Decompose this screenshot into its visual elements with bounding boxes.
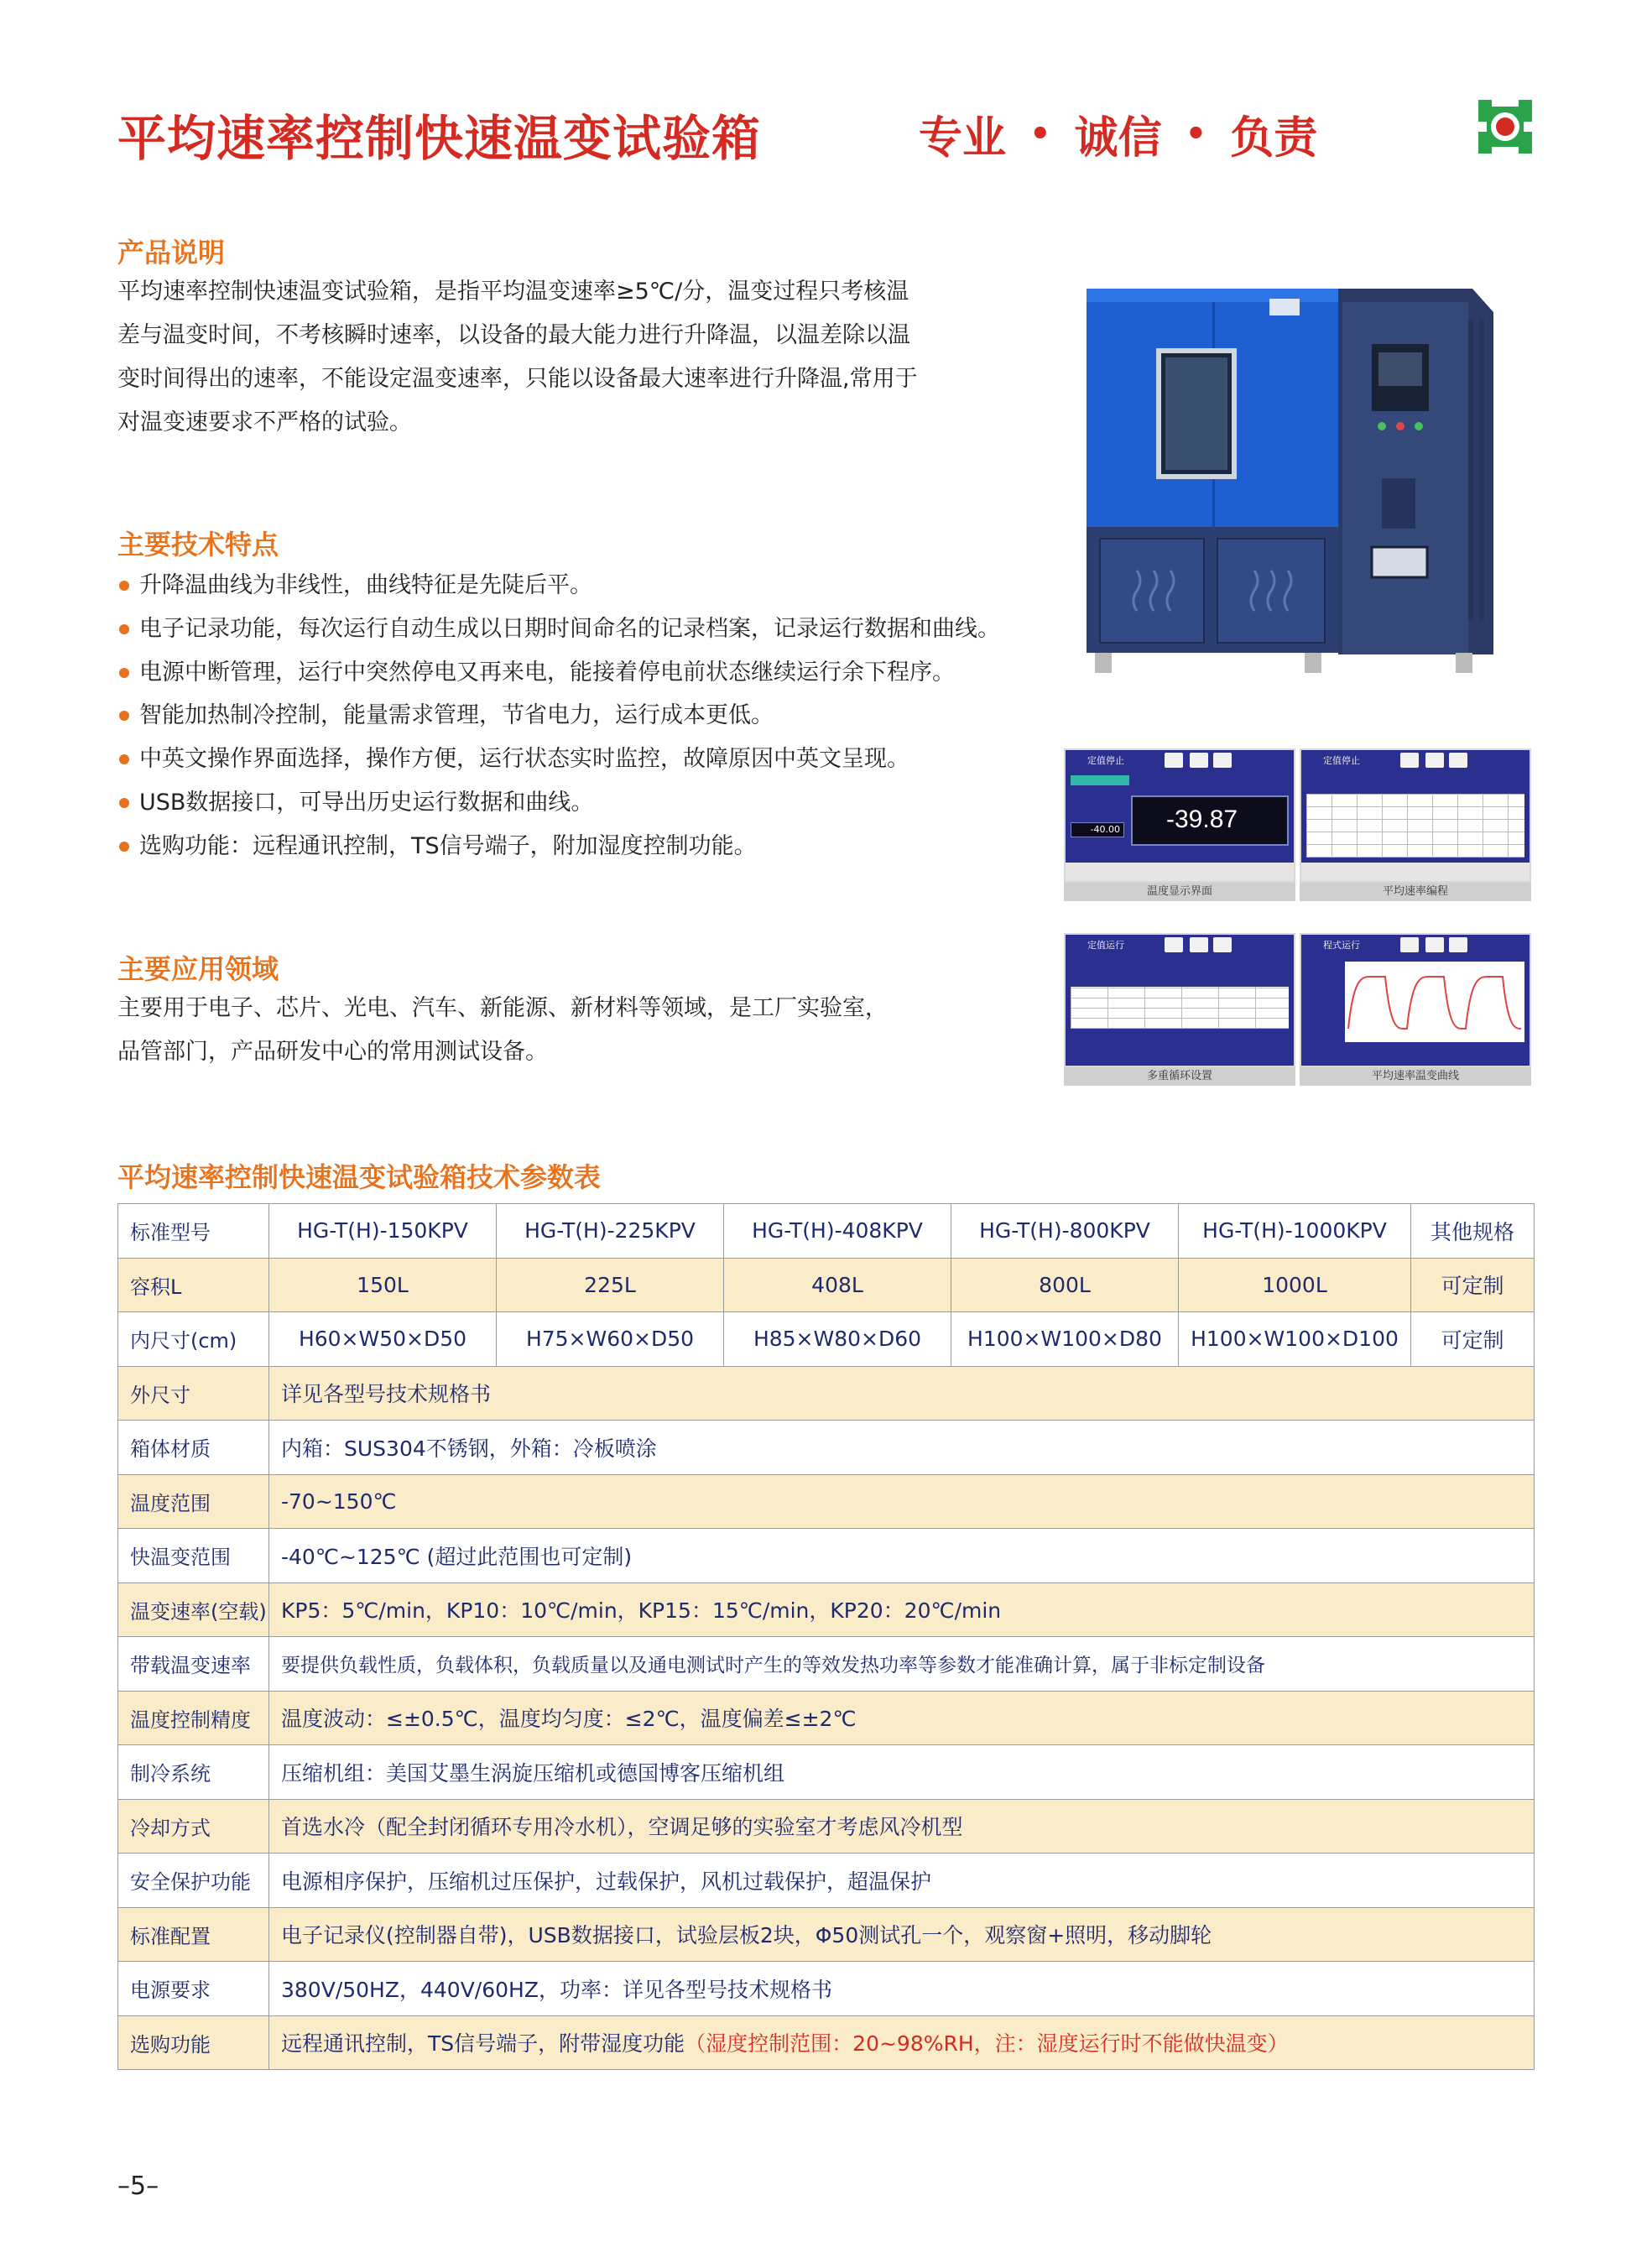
table-cell: -40℃~125℃ (超过此范围也可定制) xyxy=(269,1529,1535,1583)
intro-heading: 产品说明 xyxy=(117,237,226,269)
table-cell: 要提供负载性质，负载体积，负载质量以及通电测试时产生的等效发热功率等参数才能准确计算，属于非标定制设备 xyxy=(269,1637,1535,1692)
fan-icon xyxy=(1449,753,1467,768)
temperature-readout xyxy=(1131,795,1289,846)
row-label: 冷却方式 xyxy=(118,1799,269,1854)
row-label: 安全保护功能 xyxy=(118,1854,269,1908)
program-table xyxy=(1306,794,1524,858)
humidity-note: （湿度控制范围：20~98%RH，注：湿度运行时不能做快温变） xyxy=(685,2031,1289,2057)
table-row xyxy=(118,1204,1535,1259)
table-row xyxy=(118,1474,1535,1529)
row-label: 外尺寸 xyxy=(118,1366,269,1421)
applications-heading: 主要应用领域 xyxy=(117,953,279,985)
table-cell: 详见各型号技术规格书 xyxy=(269,1366,1535,1421)
table-cell: -70~150℃ xyxy=(269,1474,1535,1529)
table-cell: KP5：5℃/min，KP10：10℃/min，KP15：15℃/min，KP20：20℃/min xyxy=(269,1582,1535,1637)
screen-cycle-settings xyxy=(1064,933,1295,1086)
table-cell: 1000L xyxy=(1179,1258,1411,1312)
row-label: 快温变范围 xyxy=(118,1529,269,1583)
slogan-word: 专业 xyxy=(919,112,1007,164)
screen-rate-curve xyxy=(1300,933,1531,1086)
row-label: 温度控制精度 xyxy=(118,1691,269,1745)
features-heading: 主要技术特点 xyxy=(117,529,279,560)
table-cell: 首选水冷（配全封闭循环专用冷水机），空调足够的实验室才考虑风冷机型 xyxy=(269,1799,1535,1854)
table-cell: 电子记录仪(控制器自带)，USB数据接口，试验层板2块，Φ50测试孔一个，观察窗+照明，移动脚轮 xyxy=(269,1907,1535,1962)
table-cell: 可定制 xyxy=(1411,1258,1535,1312)
screen-caption: 温度显示界面 xyxy=(1064,883,1295,901)
row-label: 温变速率(空载) xyxy=(118,1582,269,1637)
fan-icon xyxy=(1213,937,1232,952)
intro-text xyxy=(117,270,918,445)
list-item: USB数据接口，可导出历史运行数据和曲线。 xyxy=(117,781,1000,825)
alarm-icon xyxy=(1165,937,1183,952)
table-row xyxy=(118,1421,1535,1475)
intro-line: 对温变速要求不严格的试验。 xyxy=(117,409,412,435)
row-label: 电源要求 xyxy=(118,1962,269,2016)
intro-line: 差与温变时间，不考核瞬时速率，以设备的最大能力进行升降温，以温差除以温 xyxy=(117,322,910,348)
list-item: 升降温曲线为非线性，曲线特征是先陡后平。 xyxy=(117,564,1000,607)
features-list xyxy=(117,564,1000,868)
slogan xyxy=(919,102,1317,165)
screen-status: 定值运行 xyxy=(1087,940,1124,951)
table-cell: H75×W60×D50 xyxy=(497,1312,724,1367)
row-label: 标准型号 xyxy=(118,1204,269,1259)
list-item: 智能加热制冷控制，能量需求管理，节省电力，运行成本更低。 xyxy=(117,694,1000,738)
table-row xyxy=(118,1529,1535,1583)
table-cell: H100×W100×D80 xyxy=(951,1312,1179,1367)
row-label: 选购功能 xyxy=(118,2015,269,2070)
intro-line: 变时间得出的速率，不能设定温变速率，只能以设备最大速率进行升降温,常用于 xyxy=(117,366,918,392)
applications-line: 主要用于电子、芯片、光电、汽车、新能源、新材料等领域，是工厂实验室， xyxy=(117,995,888,1021)
applications-text xyxy=(117,987,888,1074)
screen-program-editor xyxy=(1300,748,1531,901)
row-label: 制冷系统 xyxy=(118,1745,269,1800)
table-row xyxy=(118,1854,1535,1908)
table-row xyxy=(118,1691,1535,1745)
table-cell: H60×W50×D50 xyxy=(269,1312,497,1367)
list-item: 中英文操作界面选择，操作方便，运行状态实时监控，故障原因中英文呈现。 xyxy=(117,738,1000,781)
fan-icon xyxy=(1213,753,1232,768)
table-cell: 150L xyxy=(269,1258,497,1312)
curve-graph xyxy=(1345,962,1524,1042)
slogan-word: 负责 xyxy=(1230,112,1318,164)
table-cell: 内箱：SUS304不锈钢，外箱：冷板喷涂 xyxy=(269,1421,1535,1475)
bell-icon xyxy=(1425,753,1444,768)
table-cell: HG-T(H)-1000KPV xyxy=(1179,1204,1411,1259)
table-row xyxy=(118,1366,1535,1421)
table-title: 平均速率控制快速温变试验箱技术参数表 xyxy=(117,1161,602,1193)
setpoint-value: -40.00 xyxy=(1071,822,1124,837)
table-cell: 225L xyxy=(497,1258,724,1312)
table-cell: 可定制 xyxy=(1411,1312,1535,1367)
slogan-separator: • xyxy=(1029,113,1051,154)
screen-status: 定值停止 xyxy=(1087,755,1124,766)
bell-icon xyxy=(1190,753,1208,768)
table-cell: HG-T(H)-800KPV xyxy=(951,1204,1179,1259)
table-row xyxy=(118,1582,1535,1637)
list-item: 选购功能：远程通讯控制，TS信号端子，附加湿度控制功能。 xyxy=(117,825,1000,868)
alarm-icon xyxy=(1400,753,1419,768)
table-row xyxy=(118,1312,1535,1367)
screen-status: 程式运行 xyxy=(1323,940,1360,951)
slogan-word: 诚信 xyxy=(1074,112,1162,164)
row-label: 容积L xyxy=(118,1258,269,1312)
page-number: –5– xyxy=(117,2172,159,2201)
table-row xyxy=(118,1637,1535,1692)
alarm-icon xyxy=(1165,753,1183,768)
page-title: 平均速率控制快速温变试验箱 xyxy=(117,110,762,167)
table-row xyxy=(118,2015,1535,2070)
alarm-icon xyxy=(1400,937,1419,952)
row-label: 温度范围 xyxy=(118,1474,269,1529)
slogan-separator: • xyxy=(1185,113,1207,154)
row-label: 标准配置 xyxy=(118,1907,269,1962)
table-row xyxy=(118,1962,1535,2016)
table-cell: 电源相序保护，压缩机过压保护，过载保护，风机过载保护，超温保护 xyxy=(269,1854,1535,1908)
fan-icon xyxy=(1449,937,1467,952)
optional-features: 远程通讯控制，TS信号端子，附带湿度功能 xyxy=(281,2031,685,2057)
screen-caption: 平均速率温变曲线 xyxy=(1300,1067,1531,1086)
table-row xyxy=(118,1258,1535,1312)
row-label: 内尺寸(cm) xyxy=(118,1312,269,1367)
row-label: 带载温变速率 xyxy=(118,1637,269,1692)
list-item: 电子记录功能，每次运行自动生成以日期时间命名的记录档案，记录运行数据和曲线。 xyxy=(117,607,1000,651)
screen-status: 定值停止 xyxy=(1323,755,1360,766)
spec-table xyxy=(117,1203,1535,2070)
table-cell: H85×W80×D60 xyxy=(724,1312,951,1367)
list-item: 电源中断管理，运行中突然停电又再来电，能接着停电前状态继续运行余下程序。 xyxy=(117,651,1000,695)
table-cell xyxy=(269,2015,1535,2070)
table-cell: H100×W100×D100 xyxy=(1179,1312,1411,1367)
row-label: 箱体材质 xyxy=(118,1421,269,1475)
table-row xyxy=(118,1799,1535,1854)
table-row xyxy=(118,1907,1535,1962)
table-cell: HG-T(H)-150KPV xyxy=(269,1204,497,1259)
table-cell: 温度波动：≤±0.5℃，温度均匀度：≤2℃，温度偏差≤±2℃ xyxy=(269,1691,1535,1745)
table-row xyxy=(118,1745,1535,1800)
table-cell: 380V/50HZ，440V/60HZ，功率：详见各型号技术规格书 xyxy=(269,1962,1535,2016)
table-cell: HG-T(H)-408KPV xyxy=(724,1204,951,1259)
table-cell: 其他规格 xyxy=(1411,1204,1535,1259)
screen-caption: 平均速率编程 xyxy=(1300,883,1531,901)
table-cell: 800L xyxy=(951,1258,1179,1312)
table-cell: HG-T(H)-225KPV xyxy=(497,1204,724,1259)
temperature-value: -39.87 xyxy=(1166,806,1238,833)
company-logo-icon xyxy=(1478,100,1532,154)
test-chamber-image xyxy=(1087,285,1506,688)
cycle-table xyxy=(1071,987,1289,1029)
table-cell: 压缩机组：美国艾墨生涡旋压缩机或德国博客压缩机组 xyxy=(269,1745,1535,1800)
screen-caption: 多重循环设置 xyxy=(1064,1067,1295,1086)
table-cell: 408L xyxy=(724,1258,951,1312)
applications-line: 品管部门，产品研发中心的常用测试设备。 xyxy=(117,1039,548,1065)
screen-temperature-display xyxy=(1064,748,1295,901)
bell-icon xyxy=(1425,937,1444,952)
bell-icon xyxy=(1190,937,1208,952)
intro-line: 平均速率控制快速温变试验箱，是指平均温变速率≥5℃/分，温变过程只考核温 xyxy=(117,279,909,305)
